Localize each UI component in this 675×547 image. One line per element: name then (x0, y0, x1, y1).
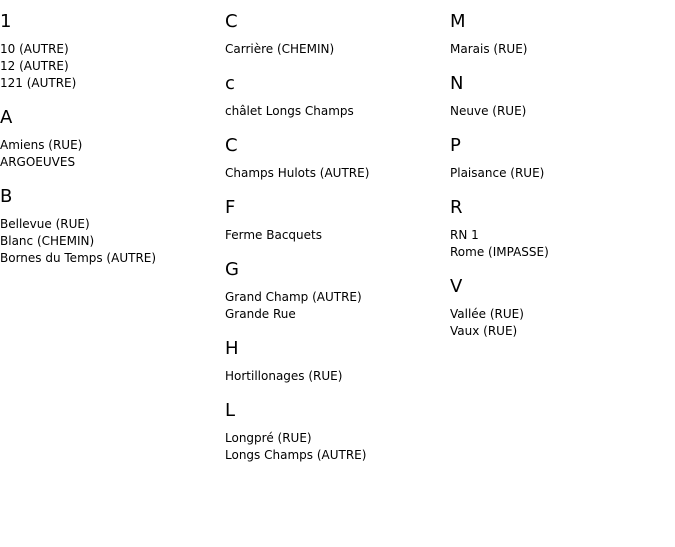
street-entry[interactable]: Amiens (RUE) (0, 138, 83, 152)
street-entry[interactable]: Longs Champs (AUTRE) (225, 448, 367, 462)
street-entry[interactable]: Carrière (CHEMIN) (225, 42, 335, 56)
letter-group (225, 258, 440, 323)
street-entry[interactable]: ARGOEUVES (0, 155, 76, 169)
letter-group (0, 185, 215, 267)
letter-heading: H (225, 338, 239, 359)
letter-heading: A (0, 107, 13, 128)
letter-group (225, 72, 440, 120)
street-entry[interactable]: Blanc (CHEMIN) (0, 234, 95, 248)
letter-heading: M (450, 11, 466, 32)
street-entry[interactable]: Champs Hulots (AUTRE) (225, 166, 370, 180)
index-column (450, 0, 665, 354)
letter-heading: V (450, 276, 463, 297)
index-column (225, 0, 440, 478)
letter-heading: R (450, 197, 463, 218)
street-list (225, 41, 440, 58)
street-entry[interactable]: Marais (RUE) (450, 42, 528, 56)
letter-group (450, 10, 665, 58)
street-entry[interactable]: RN 1 (450, 228, 479, 242)
street-entry[interactable]: 121 (AUTRE) (0, 76, 77, 90)
street-list (225, 289, 440, 323)
letter-heading: c (225, 73, 235, 94)
street-list (0, 216, 215, 267)
letter-heading: B (0, 186, 13, 207)
street-entry[interactable]: Vallée (RUE) (450, 307, 524, 321)
letter-group (225, 10, 440, 58)
street-entry[interactable]: Plaisance (RUE) (450, 166, 545, 180)
street-list (0, 137, 215, 171)
letter-heading: L (225, 400, 236, 421)
street-entry[interactable]: Neuve (RUE) (450, 104, 527, 118)
letter-group (450, 72, 665, 120)
street-entry[interactable]: Hortillonages (RUE) (225, 369, 343, 383)
street-list (450, 103, 665, 120)
street-list (225, 103, 440, 120)
street-entry[interactable]: châlet Longs Champs (225, 104, 354, 118)
street-entry[interactable]: Ferme Bacquets (225, 228, 322, 242)
street-list (450, 306, 665, 340)
letter-heading: C (225, 135, 238, 156)
street-entry[interactable]: Grand Champ (AUTRE) (225, 290, 362, 304)
street-list (225, 227, 440, 244)
street-entry[interactable]: Grande Rue (225, 307, 296, 321)
street-entry[interactable]: Bornes du Temps (AUTRE) (0, 251, 157, 265)
street-list (0, 41, 215, 92)
letter-group (450, 275, 665, 340)
street-entry[interactable]: Bellevue (RUE) (0, 217, 90, 231)
street-entry[interactable]: Vaux (RUE) (450, 324, 518, 338)
index-column (0, 0, 215, 281)
street-entry[interactable]: 12 (AUTRE) (0, 59, 69, 73)
street-entry[interactable]: Rome (IMPASSE) (450, 245, 549, 259)
letter-group (225, 337, 440, 385)
letter-group (225, 134, 440, 182)
street-list (450, 227, 665, 261)
street-entry[interactable]: 10 (AUTRE) (0, 42, 69, 56)
street-list (450, 165, 665, 182)
letter-heading: F (225, 197, 236, 218)
letter-heading: 1 (0, 11, 12, 32)
letter-heading: N (450, 73, 464, 94)
street-list (225, 368, 440, 385)
street-list (225, 165, 440, 182)
letter-group (0, 10, 215, 92)
letter-group (450, 134, 665, 182)
street-entry[interactable]: Longpré (RUE) (225, 431, 312, 445)
letter-group (225, 196, 440, 244)
letter-group (450, 196, 665, 261)
street-list (225, 430, 440, 464)
street-list (450, 41, 665, 58)
letter-group (0, 106, 215, 171)
letter-heading: G (225, 259, 239, 280)
letter-heading: C (225, 11, 238, 32)
letter-group (225, 399, 440, 464)
letter-heading: P (450, 135, 461, 156)
